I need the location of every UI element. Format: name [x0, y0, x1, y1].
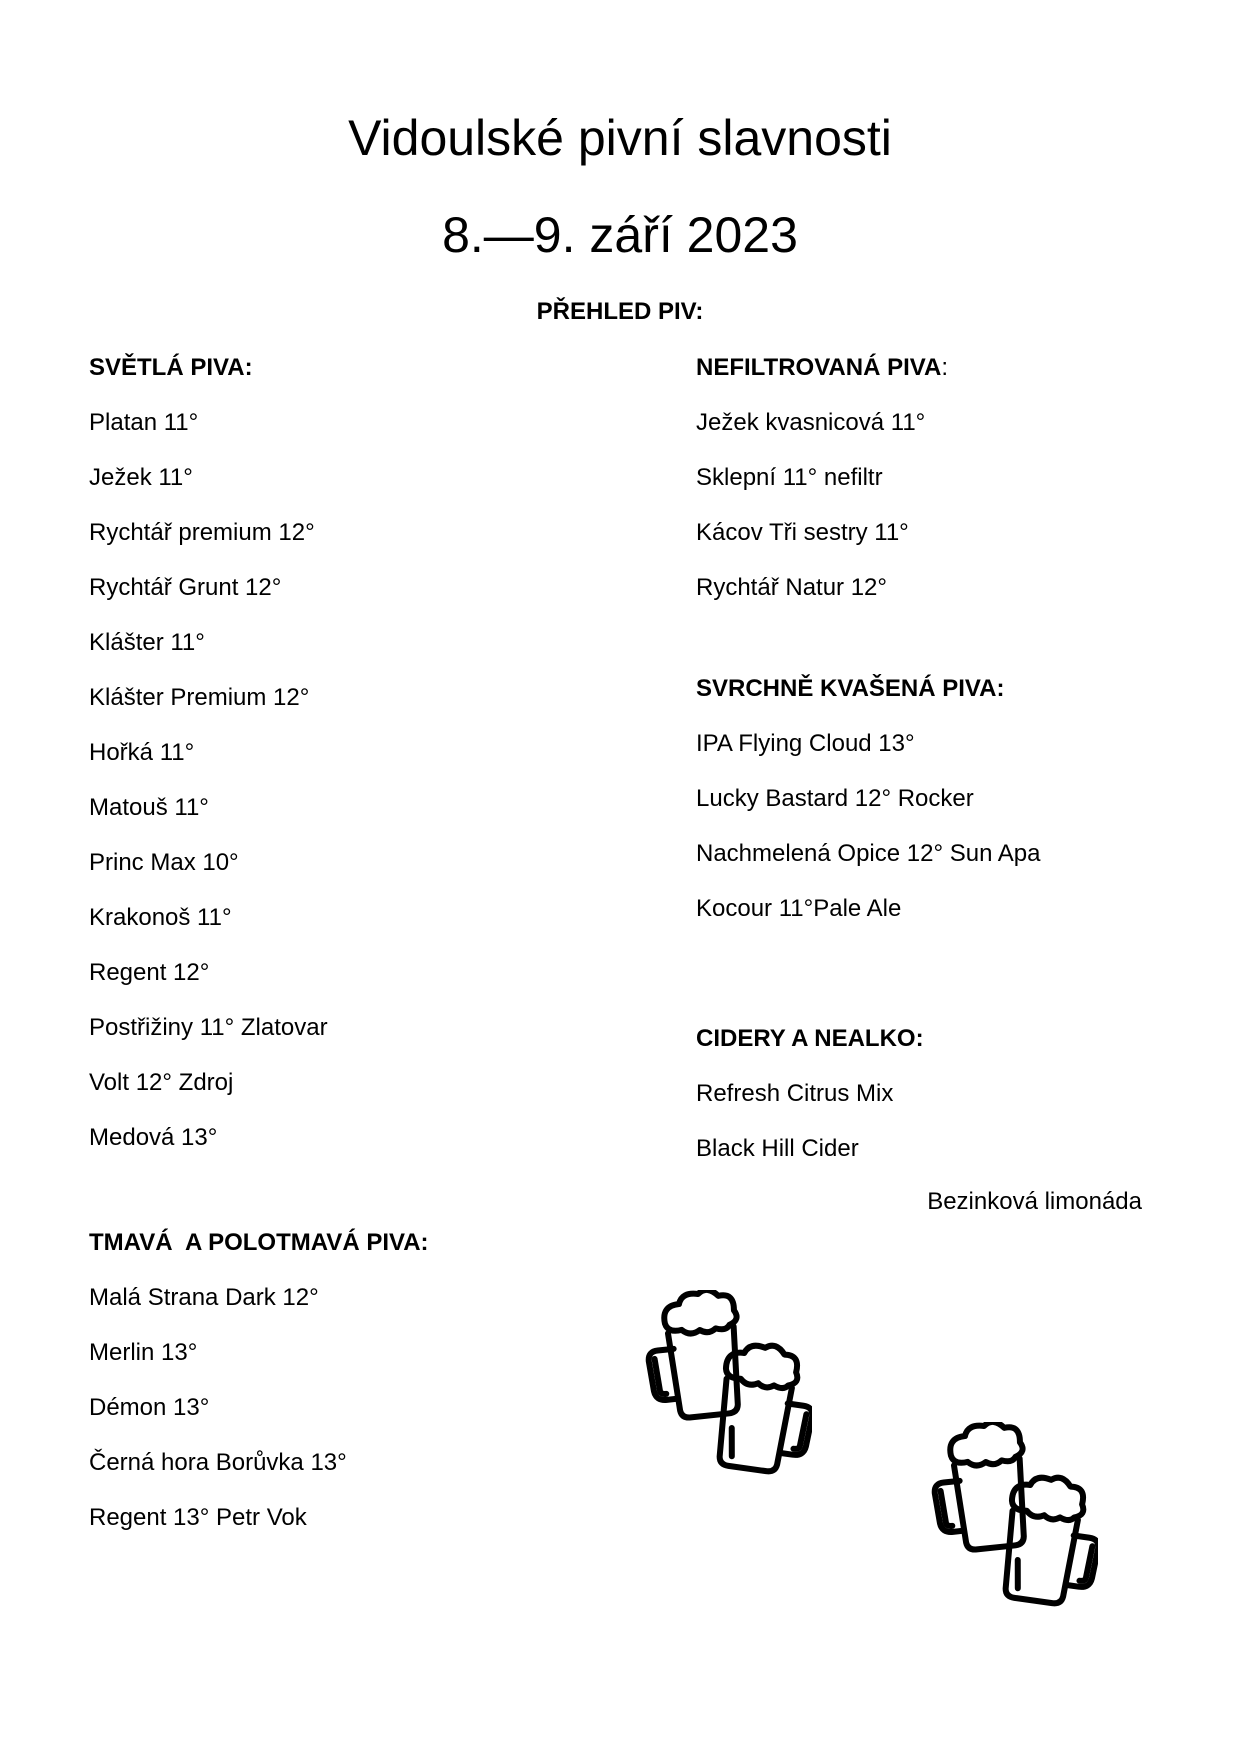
list-item: Rychtář premium 12°	[89, 519, 315, 546]
list-item: Rychtář Natur 12°	[696, 574, 888, 601]
beer-mugs-icon	[642, 1290, 812, 1480]
list-item: Ježek kvasnicová 11°	[696, 409, 926, 436]
section-heading: CIDERY A NEALKO:	[696, 1025, 924, 1052]
beer-list	[89, 407, 328, 1177]
section-heading: SVRCHNĚ KVAŠENÁ PIVA:	[696, 675, 1005, 702]
list-item: Medová 13°	[89, 1124, 218, 1151]
list-item: Démon 13°	[89, 1394, 210, 1421]
page-title: Vidoulské pivní slavnosti	[348, 110, 892, 166]
section-ciders-nonalcoholic	[696, 1023, 924, 1188]
list-item: Malá Strana Dark 12°	[89, 1284, 319, 1311]
list-item: Matouš 11°	[89, 794, 209, 821]
list-item: Kocour 11°Pale Ale	[696, 895, 902, 922]
section-dark-beers	[89, 1227, 429, 1557]
section-heading-text: NEFILTROVANÁ PIVA	[696, 354, 942, 381]
list-item: Postřižiny 11° Zlatovar	[89, 1014, 328, 1041]
list-item: Nachmelená Opice 12° Sun Apa	[696, 840, 1041, 867]
list-item: Regent 12°	[89, 959, 210, 986]
list-item: Merlin 13°	[89, 1339, 198, 1366]
list-item: Klášter Premium 12°	[89, 684, 310, 711]
section-heading	[696, 352, 948, 407]
list-item: Ježek 11°	[89, 464, 193, 491]
list-item: Regent 13° Petr Vok	[89, 1504, 307, 1531]
list-item: Klášter 11°	[89, 629, 205, 656]
list-item: Refresh Citrus Mix	[696, 1080, 894, 1107]
beer-list	[696, 407, 948, 627]
beer-mugs-icon	[928, 1422, 1098, 1612]
list-item: Krakonoš 11°	[89, 904, 232, 931]
list-item: Rychtář Grunt 12°	[89, 574, 282, 601]
beer-list	[89, 1282, 429, 1557]
event-date: 8.—9. září 2023	[442, 207, 798, 263]
list-item: Kácov Tři sestry 11°	[696, 519, 909, 546]
list-item-elderflower-lemonade: Bezinková limonáda	[927, 1188, 1142, 1215]
list-item: Platan 11°	[89, 409, 199, 436]
section-heading: SVĚTLÁ PIVA:	[89, 354, 253, 381]
list-item: Černá hora Borůvka 13°	[89, 1449, 347, 1476]
section-unfiltered-beers	[696, 352, 948, 627]
section-top-fermented-beers	[696, 673, 1040, 948]
list-item: Hořká 11°	[89, 739, 195, 766]
section-heading-colon: :	[941, 354, 949, 381]
beer-list	[696, 728, 1040, 948]
list-item: Black Hill Cider	[696, 1135, 859, 1162]
list-item: IPA Flying Cloud 13°	[696, 730, 915, 757]
list-item: Volt 12° Zdroj	[89, 1069, 234, 1096]
section-light-beers	[89, 352, 328, 1177]
list-item: Lucky Bastard 12° Rocker	[696, 785, 974, 812]
list-item: Princ Max 10°	[89, 849, 239, 876]
beer-overview-label: PŘEHLED PIV:	[536, 298, 704, 325]
section-heading: TMAVÁ A POLOTMAVÁ PIVA:	[89, 1229, 429, 1256]
list-item: Sklepní 11° nefiltr	[696, 464, 883, 491]
drink-list	[696, 1078, 924, 1188]
